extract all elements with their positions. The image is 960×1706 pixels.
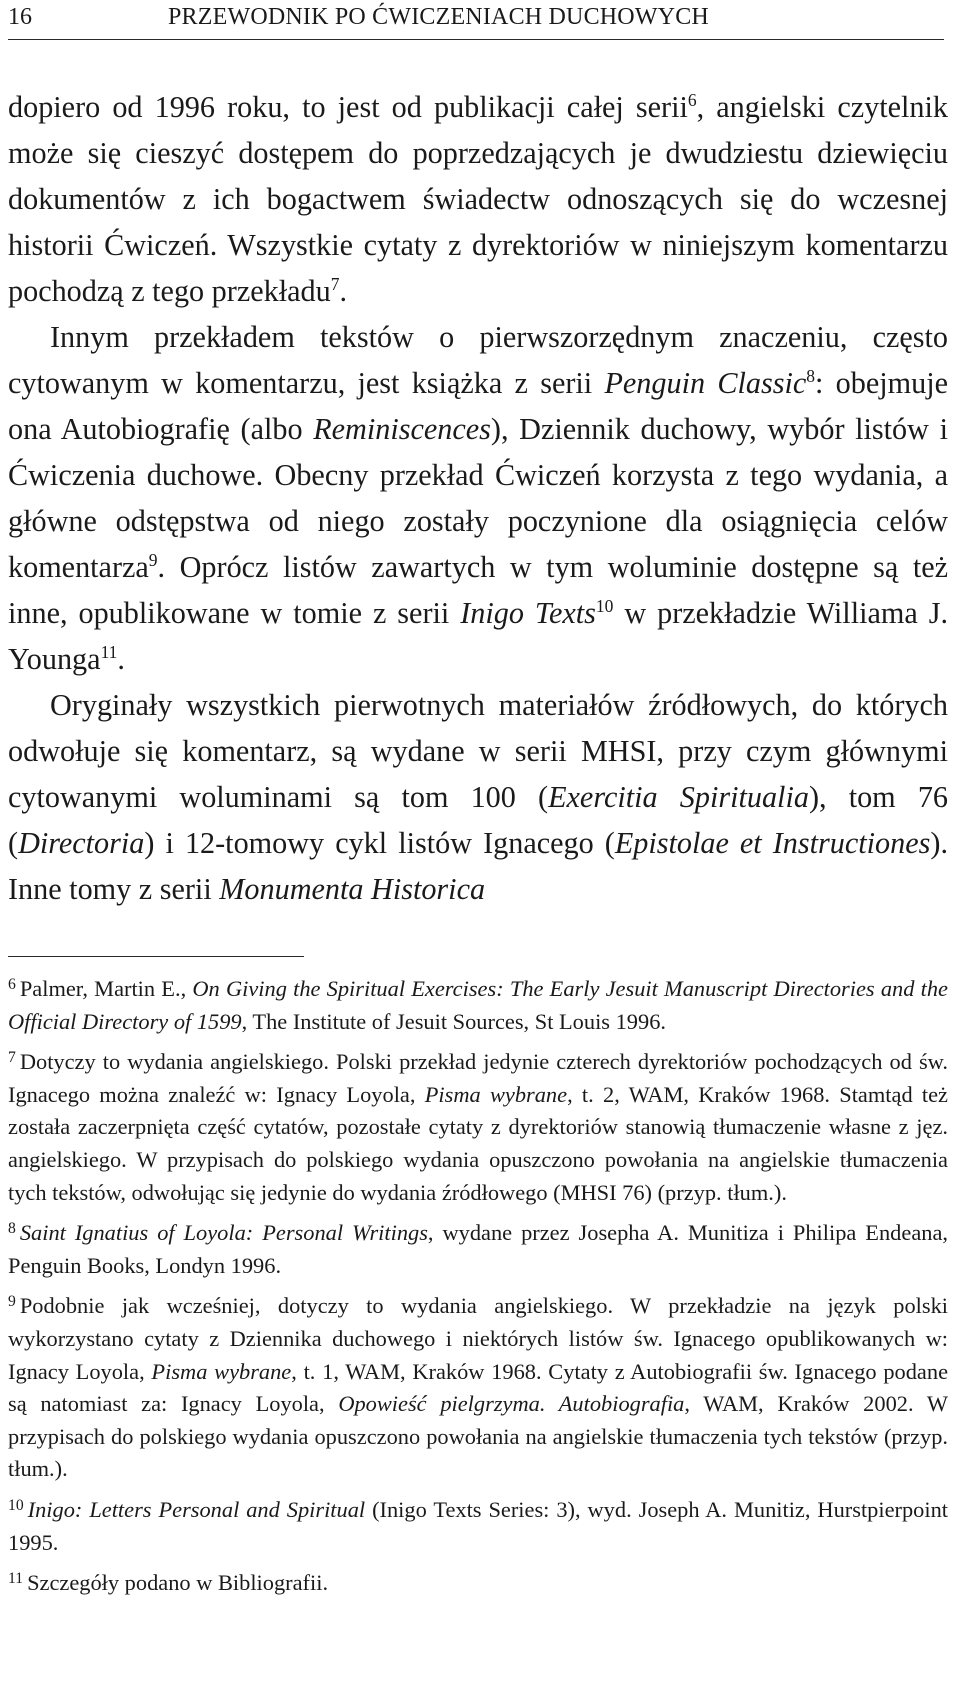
footnote-11 xyxy=(8,1567,948,1600)
text-run: , WAM, Kraków 2002. W przypisach do polskiego wydania opuszczono powołania na angielskie tłumaczenia tych tekstów (przyp. tłum.). xyxy=(8,1391,948,1482)
italic-title: Monumenta Historica xyxy=(219,872,486,906)
footnote-ref-10: 10 xyxy=(595,596,614,617)
text-run: ) i 12-tomowy cykl listów Ignacego ( xyxy=(144,826,615,860)
footnote-number: 11 xyxy=(8,1570,24,1588)
text-run: , wydane przez Josepha A. Munitiza i Philipa Endeana, Penguin Books, Londyn 1996. xyxy=(8,1220,948,1278)
main-text xyxy=(8,84,948,912)
footnote-divider xyxy=(8,956,304,957)
footnote-ref-8: 8 xyxy=(806,366,815,387)
text-run: Szczegóły podano w Bibliografii. xyxy=(27,1570,329,1596)
footnote-number: 10 xyxy=(8,1496,24,1514)
text-run: . xyxy=(117,642,125,676)
footnote-7 xyxy=(8,1046,948,1209)
footnote-ref-9: 9 xyxy=(148,550,158,571)
italic-title: Opowieść pielgrzyma. Autobiografia xyxy=(338,1391,685,1417)
text-run: (Inigo Texts Series: 3), wyd. Joseph A. Munitiz, Hurstpierpoint 1995. xyxy=(8,1496,948,1555)
italic-title: Pisma wybrane xyxy=(424,1081,568,1107)
paragraph-1 xyxy=(8,84,948,314)
footnote-6 xyxy=(8,973,948,1038)
text-run: Podobnie jak wcześniej, dotyczy to wydania angielskiego. W przekładzie na język polski wykorzystano cytaty z Dziennika duchowego i niektórych listów św. Ignacego opublikowanych w: Ignacy Loyola, xyxy=(8,1293,948,1384)
italic-title: Inigo: Letters Personal and Spiritual xyxy=(27,1496,366,1522)
running-header xyxy=(8,0,944,40)
italic-title: Directoria xyxy=(18,826,145,860)
running-title: PRZEWODNIK PO ĆWICZENIACH DUCHOWYCH xyxy=(168,4,709,30)
text-run: ), Dziennik duchowy, wybór listów i Ćwiczenia duchowe. Obecny przekład Ćwiczeń korzysta z tego wydania, a główne odstępstwa od niego zostały poczynione dla osiągnięcia celów komentarza xyxy=(8,412,948,584)
footnote-8 xyxy=(8,1217,948,1282)
italic-title: Pisma wybrane xyxy=(151,1358,292,1384)
italic-title: Reminiscences xyxy=(313,412,491,446)
text-run: , The Institute of Jesuit Sources, St Louis 1996. xyxy=(241,1008,666,1034)
text-run: , t. 2, WAM, Kraków 1968. Stamtąd też została zaczerpnięta część cytatów, pozostałe cytaty z dyrektoriów stanowią tłumaczenie własne z jęz. angielskiego. W przypisach do polskiego wydania opuszczono powołania na angielskie tłumaczenia tych tekstów, odwołując się jedynie do wydania źródłowego (MHSI 76) (przyp. tłum.). xyxy=(8,1081,948,1205)
paragraph-3 xyxy=(8,682,948,912)
footnote-number: 7 xyxy=(8,1049,16,1067)
footnote-ref-7: 7 xyxy=(330,274,340,295)
text-run: . xyxy=(339,274,347,308)
text-run: : obejmuje ona Autobiografię (albo xyxy=(8,366,948,446)
page-number: 16 xyxy=(8,4,32,30)
footnote-number: 9 xyxy=(8,1293,16,1311)
text-run: w przekładzie Williama J. Younga xyxy=(8,596,949,676)
footnote-9 xyxy=(8,1290,948,1486)
text-run: , t. 1, WAM, Kraków 1968. Cytaty z Autobiografii św. Ignacego podane są natomiast za: Ignacy Loyola, xyxy=(8,1358,949,1417)
footnote-number: 8 xyxy=(8,1220,16,1238)
italic-title: Penguin Classic xyxy=(604,366,807,400)
text-run: dopiero od 1996 roku, to jest od publikacji całej serii xyxy=(8,90,688,124)
text-run: . Oprócz listów zawartych w tym woluminie dostępne są też inne, opublikowane w tomie z serii xyxy=(8,550,948,630)
text-run: Palmer, Martin E., xyxy=(19,976,193,1001)
text-run: Oryginały wszystkich pierwotnych materiałów źródłowych, do których odwołuje się komentarz, są wydane w serii MHSI, przy czym głównymi cytowanymi woluminami są tom 100 ( xyxy=(8,688,948,814)
italic-title: On Giving the Spiritual Exercises: The Early Jesuit Manuscript Directories and the Official Directory of 1599 xyxy=(8,976,948,1034)
text-run: Dotyczy to wydania angielskiego. Polski przekład jedynie czterech dyrektoriów pochodzących od św. Ignacego można znaleźć w: Ignacy Loyola, xyxy=(8,1049,948,1107)
footnote-10 xyxy=(8,1494,948,1559)
paragraph-2 xyxy=(8,314,948,682)
footnote-ref-11: 11 xyxy=(100,642,118,663)
footnote-number: 6 xyxy=(8,975,16,993)
italic-title: Epistolae et Instructiones xyxy=(614,826,931,860)
italic-title: Inigo Texts xyxy=(460,596,596,630)
footnote-ref-6: 6 xyxy=(687,90,697,111)
italic-title: Saint Ignatius of Loyola: Personal Writings xyxy=(19,1220,428,1246)
text-run: , angielski czytelnik może się cieszyć dostępem do poprzedzających je dwudziestu dziewięciu dokumentów z ich bogactwem świadectw odnoszących się do wczesnej historii Ćwiczeń. Wszystkie cytaty z dyrektoriów w niniejszym komentarzu pochodzą z tego przekładu xyxy=(8,90,948,308)
text-run: Innym przekładem tekstów o pierwszorzędnym znaczeniu, często cytowanym w komentarzu, jest książka z serii xyxy=(8,320,948,400)
italic-title: Exercitia Spiritualia xyxy=(548,780,809,814)
footnotes xyxy=(8,973,948,1600)
text-run: ). Inne tomy z serii xyxy=(8,826,948,906)
text-run: ), tom 76 ( xyxy=(8,780,949,860)
